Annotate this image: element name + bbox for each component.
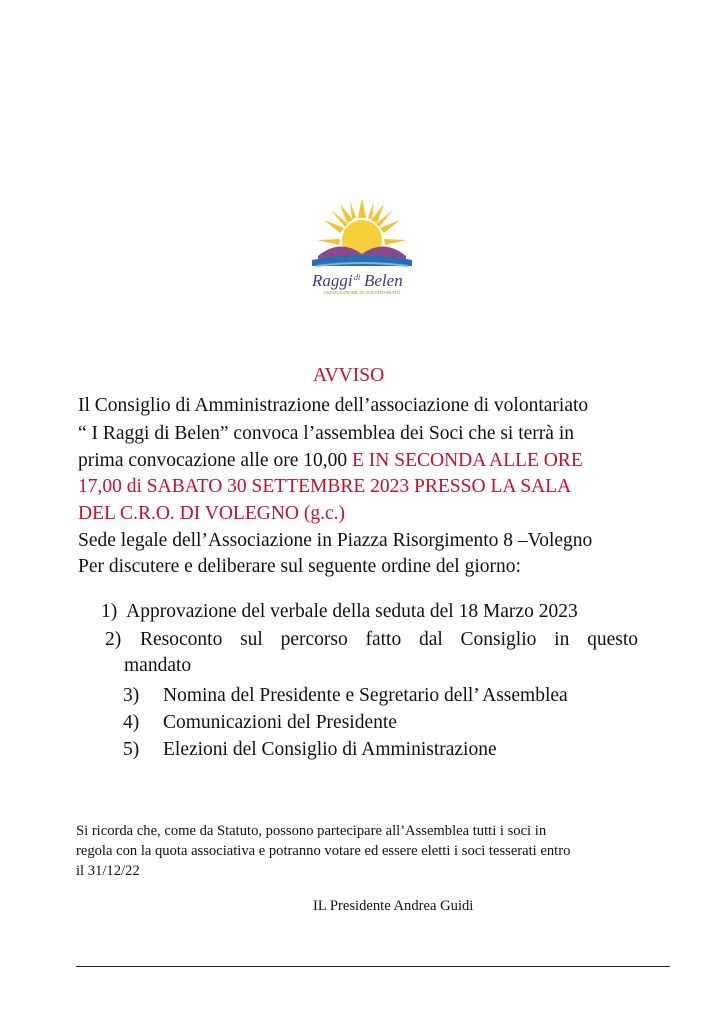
agenda-item-text: Approvazione del verbale della seduta del 18 Marzo 2023 bbox=[126, 601, 578, 622]
agenda-word: Consiglio bbox=[460, 629, 537, 650]
agenda-item-2-number: 2) bbox=[105, 629, 122, 650]
notice-title: AVVISO bbox=[313, 365, 385, 386]
agenda-item-3-number: 3) bbox=[123, 685, 140, 706]
notice-line-2: “ I Raggi di Belen” convoca l’assemblea dei Soci che si terrà in bbox=[78, 423, 574, 444]
svg-text:Raggi: Raggi bbox=[312, 271, 353, 290]
agenda-item-2 bbox=[140, 628, 638, 652]
bottom-divider bbox=[76, 966, 670, 967]
agenda-word: sul bbox=[240, 629, 263, 650]
notice-line-1: Il Consiglio di Amministrazione dell’associazione di volontariato bbox=[78, 395, 589, 416]
agenda-item-2-continuation: mandato bbox=[124, 655, 192, 676]
agenda-intro: Per discutere e deliberare sul seguente ordine del giorno: bbox=[78, 556, 521, 577]
agenda-word: dal bbox=[418, 629, 443, 650]
registered-office: Sede legale dell’Associazione in Piazza Risorgimento 8 –Volegno bbox=[78, 530, 593, 551]
agenda-word: Resoconto bbox=[140, 629, 223, 650]
logo-tagline: ASSOCIAZIONE DI VOLONTARIATO bbox=[323, 290, 401, 295]
svg-text:di: di bbox=[354, 273, 361, 282]
footnote-line-2: regola con la quota associativa e potranno votare ed essere eletti i soci tesserati entro bbox=[76, 843, 571, 859]
agenda-item-3: Nomina del Presidente e Segretario dell’ Assemblea bbox=[163, 685, 568, 706]
agenda-item-4: Comunicazioni del Presidente bbox=[163, 712, 397, 733]
notice-line-5: DEL C.R.O. DI VOLEGNO (g.c.) bbox=[78, 503, 346, 524]
agenda-word: questo bbox=[587, 629, 638, 650]
agenda-item-number: 1) bbox=[101, 601, 118, 622]
agenda-word: in bbox=[554, 629, 570, 650]
footnote-line-3: il 31/12/22 bbox=[76, 863, 140, 879]
agenda-item-5-number: 5) bbox=[123, 739, 140, 760]
raggi-di-belen-logo-icon bbox=[304, 196, 420, 296]
association-logo bbox=[304, 196, 420, 296]
footnote-line-1: Si ricorda che, come da Statuto, possono partecipare all’Assemblea tutti i soci in bbox=[76, 823, 547, 839]
agenda-item-5: Elezioni del Consiglio di Amministrazione bbox=[163, 739, 497, 760]
second-call-start: E IN SECONDA ALLE ORE bbox=[351, 450, 583, 471]
first-call-time: prima convocazione alle ore 10,00 bbox=[78, 450, 352, 471]
agenda-word: fatto bbox=[365, 629, 402, 650]
notice-line-3 bbox=[78, 449, 583, 473]
president-signature: IL Presidente Andrea Guidi bbox=[313, 898, 474, 914]
agenda-word: percorso bbox=[280, 629, 348, 650]
notice-line-4: 17,00 di SABATO 30 SETTEMBRE 2023 PRESSO LA SALA bbox=[78, 476, 572, 497]
agenda-item-1 bbox=[101, 600, 578, 624]
svg-text:Belen: Belen bbox=[364, 271, 403, 290]
agenda-item-4-number: 4) bbox=[123, 712, 140, 733]
